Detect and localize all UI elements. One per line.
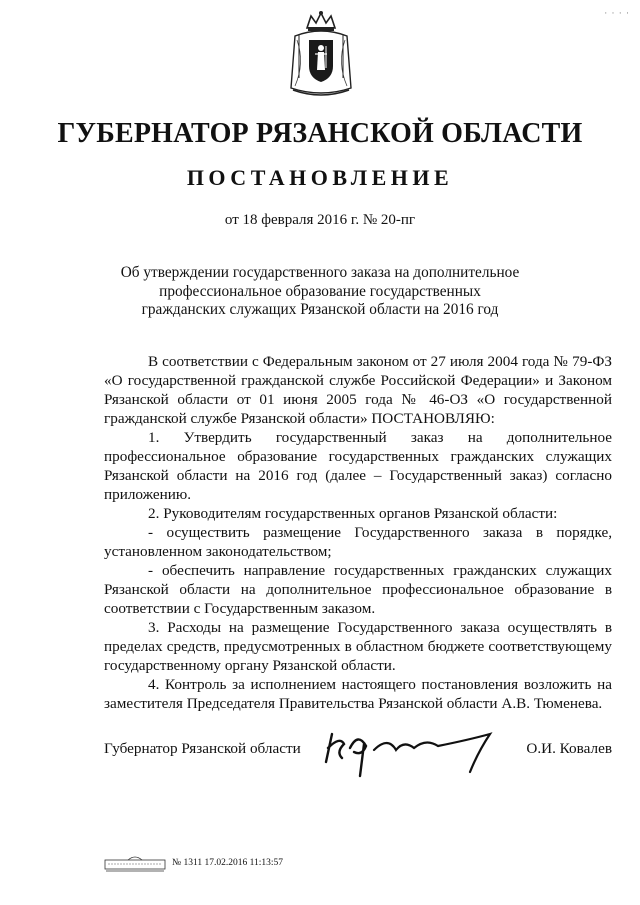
clause-2: 2. Руководителям государственных органов Рязанской области: — [148, 505, 558, 522]
clause-3: 3. Расходы на размещение Государственного заказа осуществлять в пределах средств, предусмотренных в областном бюджете соответствующему государственному органу Рязанской области. — [104, 619, 612, 674]
registration-footer — [104, 855, 384, 875]
document-type: ПОСТАНОВЛЕНИЕ — [186, 165, 454, 190]
clause-2-item-2: - обеспечить направление государственных гражданских служащих Рязанской области на дополнительное профессиональное образование в соответствии с Государственным заказом. — [104, 562, 612, 617]
clause-2-item-1: - осуществить размещение Государственного заказа в порядке, установленном законодательством; — [104, 524, 612, 560]
document-subject: Об утверждении государственного заказа на дополнительное профессиональное образование государственных гражданских служащих Рязанской области на 2016 год — [120, 264, 520, 318]
document-date-number: от 18 февраля 2016 г. № 20-пг — [224, 212, 416, 228]
handwritten-signature — [318, 722, 498, 778]
registry-stamp-icon — [104, 855, 166, 873]
issuer-title: ГУБЕРНАТОР РЯЗАНСКОЙ ОБЛАСТИ — [57, 118, 583, 149]
coat-of-arms-icon — [285, 8, 357, 100]
signatory-position: Губернатор Рязанской области — [104, 740, 301, 757]
clause-1: 1. Утвердить государственный заказ на дополнительное профессиональное образование государственных гражданских служащих Рязанской области на 2016 год (далее – Государственный заказ) согласно приложению. — [104, 429, 612, 503]
signatory-name: О.И. Ковалев — [526, 740, 612, 757]
preamble-paragraph: В соответствии с Федеральным законом от 27 июля 2004 года № 79-ФЗ «О государственной гражданской службе Российской Федерации» и Законом Рязанской области от 01 июня 2005 года № 46-ОЗ «О государственной гражданской службе Рязанской области» ПОСТАНОВЛЯЮ: — [104, 353, 612, 427]
document-body — [104, 352, 612, 713]
registration-number-timestamp: № 1311 17.02.2016 11:13:57 — [172, 858, 284, 868]
corner-mark: · · · · — [604, 8, 630, 18]
clause-4: 4. Контроль за исполнением настоящего постановления возложить на заместителя Председателя Правительства Рязанской области А.В. Тюменева. — [104, 676, 612, 712]
